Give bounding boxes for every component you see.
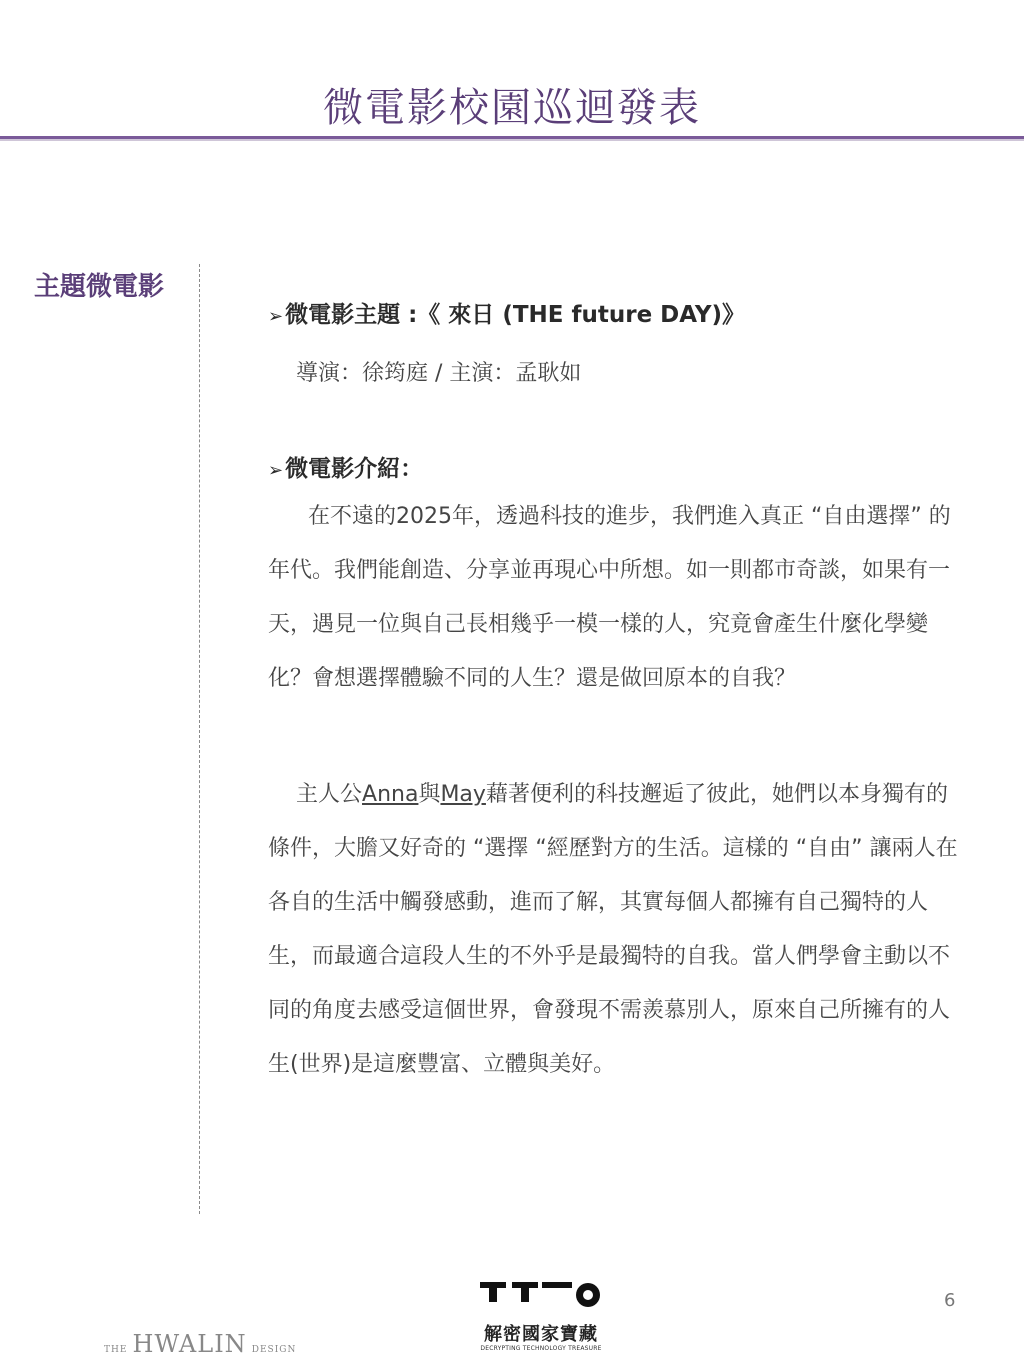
arrow-bullet-icon: ➢ [268, 460, 284, 481]
intro-heading-text: 微電影介紹： [285, 456, 424, 482]
logo-chinese-text: 解密國家寶藏 [484, 1324, 598, 1345]
character-name-anna: Anna [362, 782, 419, 807]
character-name-may: May [440, 782, 486, 807]
section-dashed-divider [199, 264, 200, 1214]
brand-the: THE [104, 1345, 128, 1355]
page-title: 微電影校園巡迴發表 [323, 85, 701, 131]
logo-english-text: DECRYPTING TECHNOLOGY TREASURE [480, 1345, 602, 1352]
section-label: 主題微電影 [34, 272, 165, 302]
paragraph2-part3: 藉著便利的科技邂逅了彼此，她們以本身獨有的條件，大膽又好奇的 “選擇 “經歷對方的生活。這樣的 “自由” 讓兩人在各自的生活中觸發感動，進而了解，其實每個人都擁有自己獨特的人生，而最適合這段人生的不外乎是最獨特的自我。當人們學會主動以不同的角度去感受這個世界，會發現不需羨慕別人，原來自己所擁有的人生(世界)是這麼豐富、立體與美好。 [268, 782, 958, 1077]
hwalin-design-logo [104, 1330, 296, 1358]
intro-paragraph-1: 在不遠的2025年，透過科技的進步，我們進入真正 “自由選擇” 的年代。我們能創造、分享並再現心中所想。如一則都市奇談，如果有一天，遇見一位與自己長相幾乎一模一樣的人，究竟會產生什麼化學變化？會想選擇體驗不同的人生？還是做回原本的自我？ [268, 504, 951, 691]
paragraph2-part1: 主人公 [296, 782, 363, 807]
intro-heading [268, 450, 423, 483]
paragraph2-part2: 與 [418, 782, 441, 807]
theme-heading [268, 296, 745, 329]
arrow-bullet-icon: ➢ [268, 306, 284, 327]
page-number: 6 [944, 1290, 956, 1311]
credits-line: 導演：徐筠庭 / 主演：孟耿如 [296, 361, 582, 386]
brand-design: DESIGN [251, 1345, 297, 1355]
intro-paragraph-2 [268, 768, 958, 1092]
brand-name: HWALIN [132, 1330, 247, 1358]
theme-heading-text: 微電影主題 :《 來日 (THE future DAY)》 [285, 302, 746, 328]
decrypting-logo-icon [478, 1278, 604, 1314]
title-divider-shadow [0, 139, 1024, 141]
